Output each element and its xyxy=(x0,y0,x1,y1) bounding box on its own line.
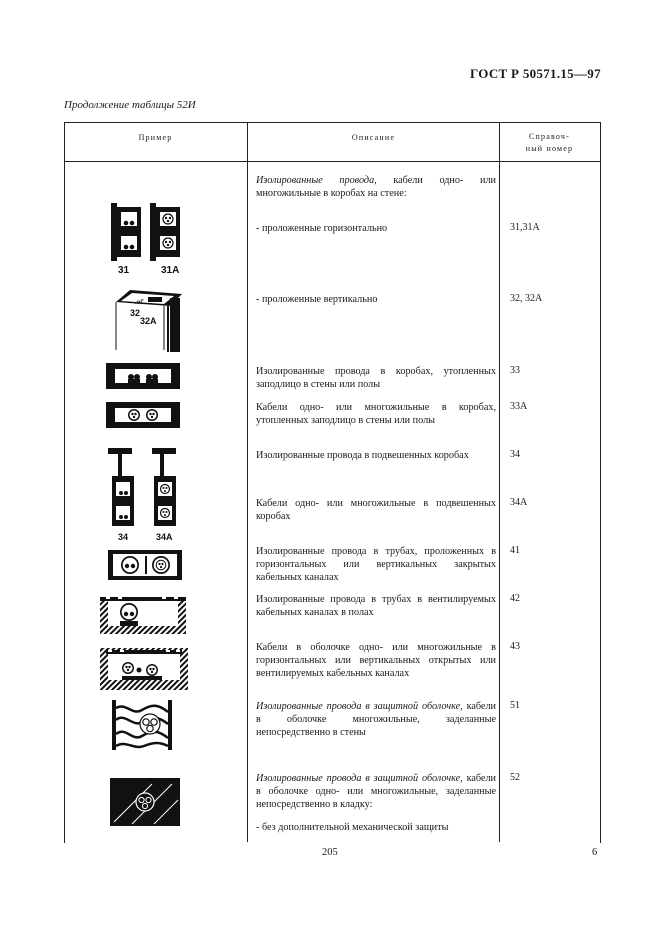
label-32a: 32А xyxy=(140,316,157,326)
reference-number: 43 xyxy=(510,641,520,652)
description-row-0-text: кабели одно- или многожильные в коробах на стене: xyxy=(256,175,496,199)
description-row-4: Кабели одно- или многожильные в коробах, утопленных заподлицо в стены или полы xyxy=(256,402,496,426)
label-31a: 31А xyxy=(161,265,180,276)
column-header-example: Пример xyxy=(138,133,173,142)
description-row-11 xyxy=(256,772,496,811)
reference-number: 51 xyxy=(510,700,520,711)
column-header-reference-line2: ный номер xyxy=(525,144,574,153)
ventilated-floor-channel-symbol xyxy=(98,594,188,636)
page-number: 205 xyxy=(322,847,338,858)
column-header-description: Описание xyxy=(351,133,396,142)
description-row-11-text: кабели в оболочке одно- или многожильные, заделанные непосредственно в кладку: xyxy=(256,773,496,810)
table-header-divider xyxy=(64,161,600,162)
reference-number: 33 xyxy=(510,365,520,376)
description-row-6: Кабели одно- или многожильные в подвешенных коробах xyxy=(256,498,496,522)
closed-channel-conduits-symbol xyxy=(108,550,184,582)
sheet-number: 6 xyxy=(592,847,598,858)
trunking-horizontal-symbol xyxy=(106,201,186,277)
description-row-10-italic: Изолированные провода в защитной оболочке, xyxy=(256,701,463,712)
description-row-1: - проложенные горизонтально xyxy=(256,223,388,234)
column-divider-1 xyxy=(247,122,248,842)
reference-number: 42 xyxy=(510,593,520,604)
column-divider-2 xyxy=(499,122,500,842)
description-row-8: Изолированные провода в трубах в вентилируемых кабельных каналах в полах xyxy=(256,594,496,618)
trunking-vertical-symbol xyxy=(108,284,188,354)
description-row-12: - без дополнительной механической защиты xyxy=(256,822,449,833)
reference-number: 34А xyxy=(510,497,528,508)
table-caption: Продолжение таблицы 52И xyxy=(64,99,196,111)
label-31: 31 xyxy=(118,265,130,276)
description-row-0 xyxy=(256,174,496,200)
embedded-in-wall-symbol xyxy=(112,700,174,750)
open-channel-cables-symbol xyxy=(98,646,190,692)
description-row-11-italic: Изолированные провода в защитной оболочке, xyxy=(256,773,463,784)
label-34a: 34А xyxy=(156,532,173,542)
description-row-5: Изолированные провода в подвешенных коробах xyxy=(256,450,469,461)
flush-trunking-cables-symbol xyxy=(106,402,182,428)
label-34: 34 xyxy=(118,532,129,542)
standard-header: ГОСТ Р 50571.15—97 xyxy=(470,66,601,81)
description-row-10 xyxy=(256,700,496,739)
description-row-0-italic: Изолированные провода, xyxy=(256,175,377,186)
description-row-7: Изолированные провода в трубах, проложенных в горизонтальных или вертикальных закрытых кабельных каналах xyxy=(256,546,496,583)
reference-number: 33А xyxy=(510,401,528,412)
reference-number: 32, 32А xyxy=(510,293,543,304)
description-row-9: Кабели в оболочке одно- или многожильные в горизонтальных или вертикальных открытых или вентилируемых кабельных каналах xyxy=(256,642,496,679)
flush-trunking-conductors-symbol xyxy=(106,363,182,389)
reference-number: 34 xyxy=(510,449,520,460)
label-32: 32 xyxy=(130,308,141,318)
reference-number: 41 xyxy=(510,545,520,556)
description-row-2: - проложенные вертикально xyxy=(256,294,378,305)
description-row-3: Изолированные провода в коробах, утопленных заподлицо в стены или полы xyxy=(256,366,496,390)
svg-text:.оГ: .оГ xyxy=(135,300,144,306)
column-header-reference xyxy=(500,131,599,155)
column-header-reference-line1: Справоч- xyxy=(529,132,570,141)
reference-number: 31,31А xyxy=(510,222,540,233)
description-row-10-text: кабели в оболочке многожильные, заделанные непосредственно в стены xyxy=(256,701,496,738)
reference-number: 52 xyxy=(510,772,520,783)
embedded-in-masonry-symbol xyxy=(110,778,182,828)
suspended-trunking-symbol xyxy=(106,446,186,542)
